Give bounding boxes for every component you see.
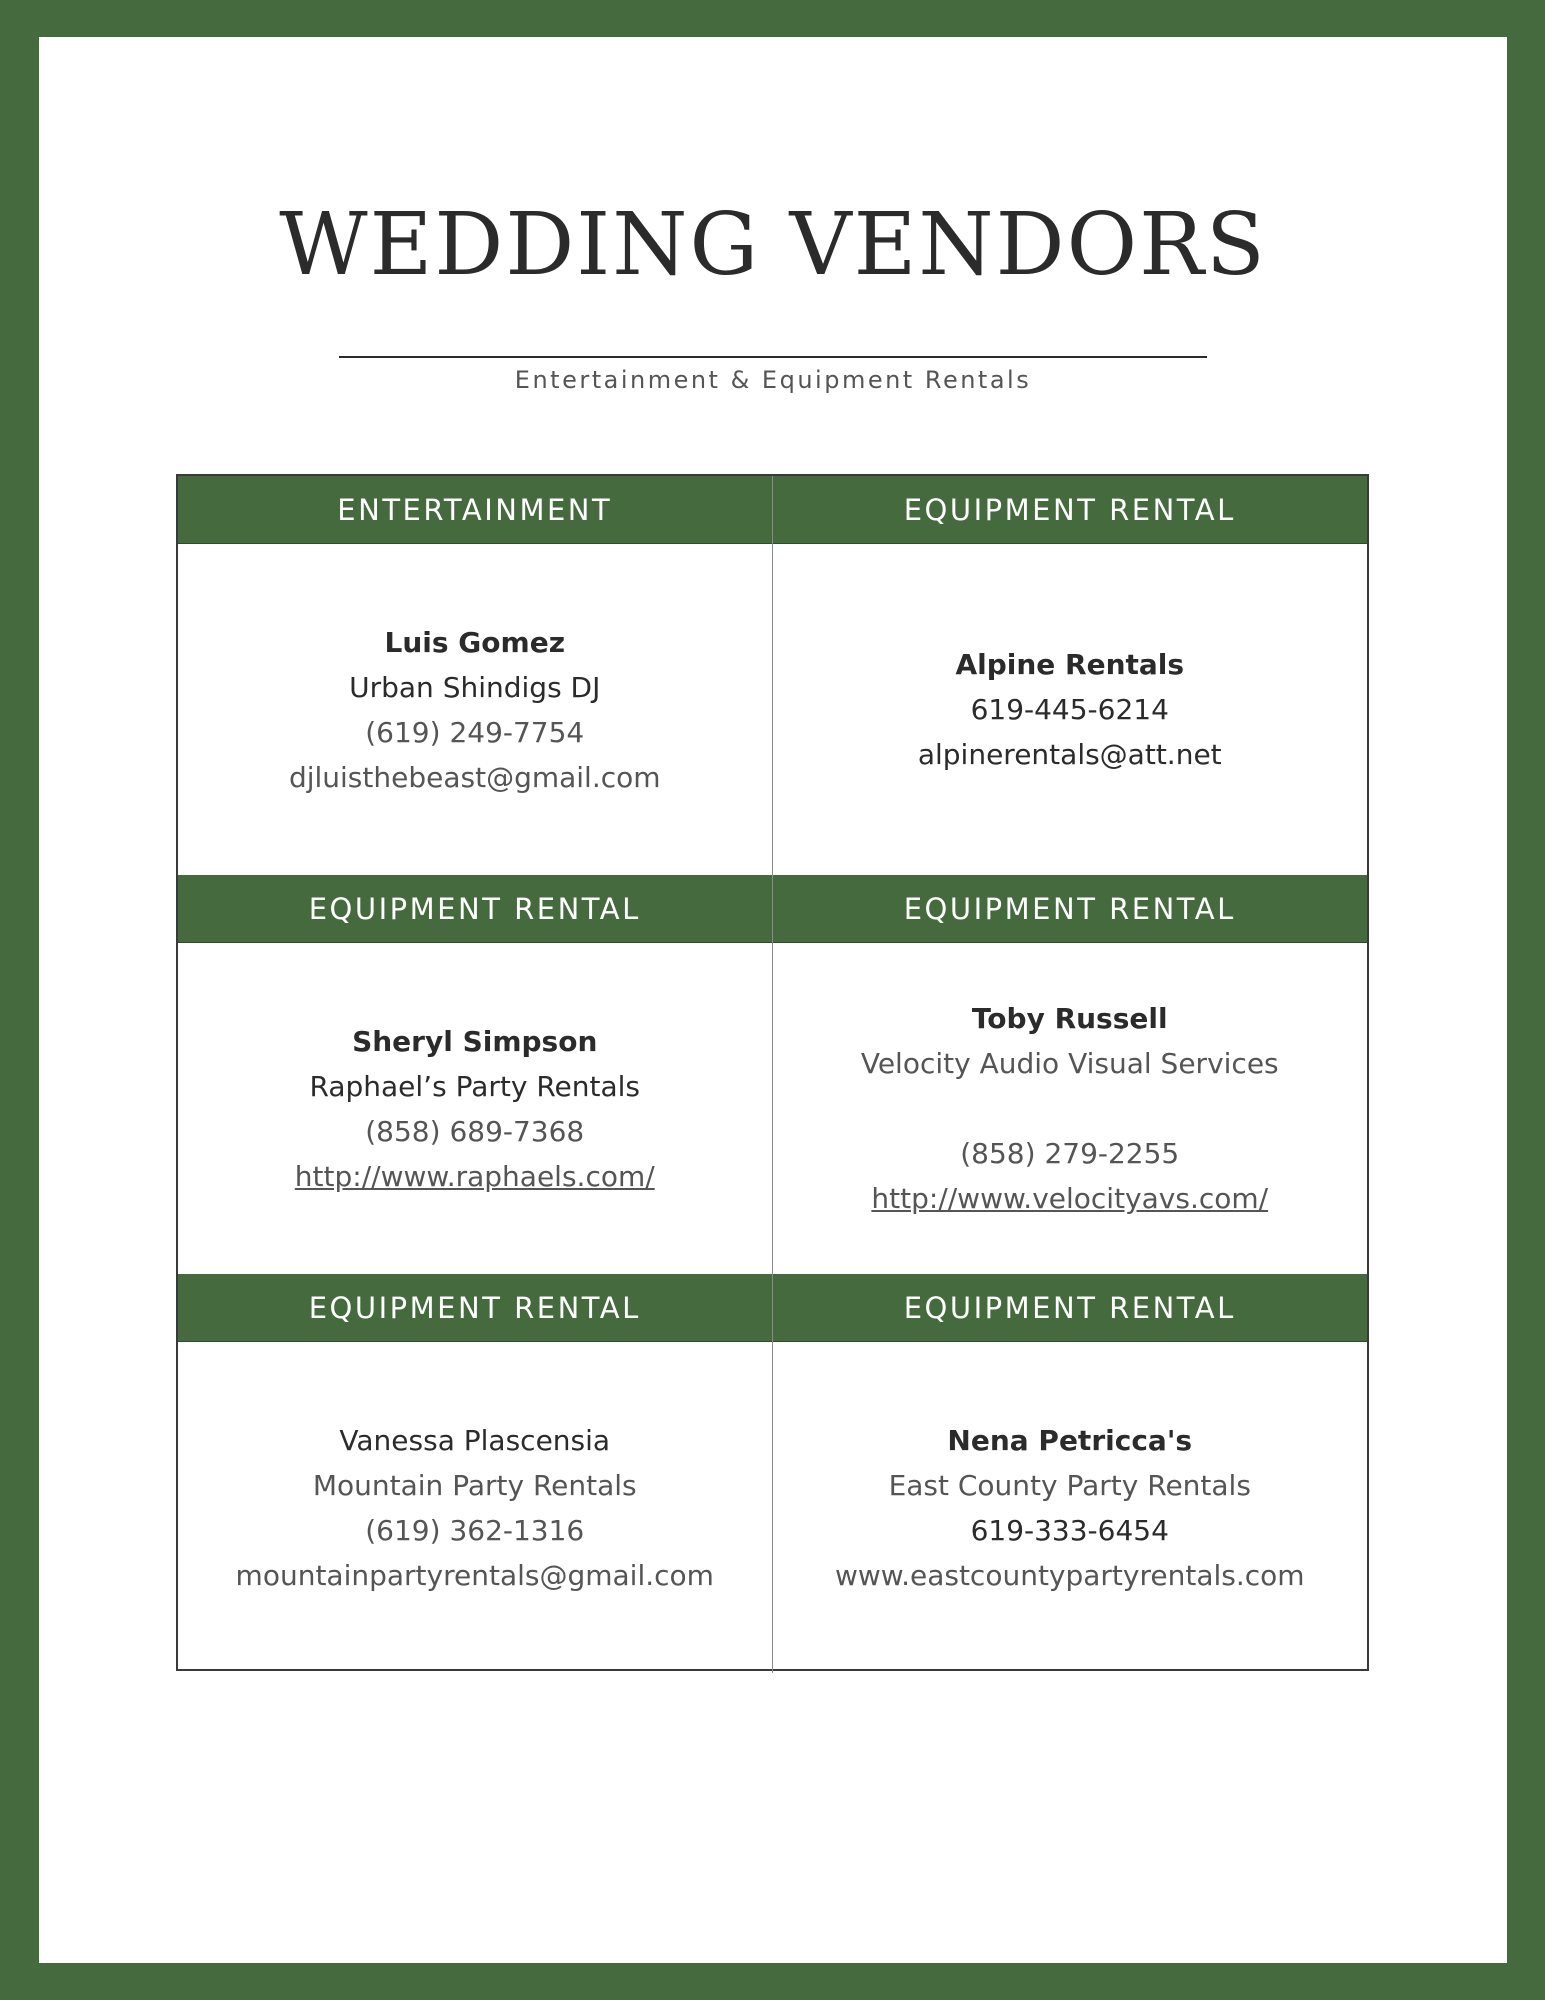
document-page [39, 37, 1507, 1963]
vendor-category-header: EQUIPMENT RENTAL [773, 476, 1368, 544]
vendor-details [773, 1342, 1368, 1673]
vendor-company: Raphael’s Party Rentals [309, 1069, 640, 1103]
vendor-grid [176, 474, 1369, 1671]
page-subtitle: Entertainment & Equipment Rentals [514, 366, 1032, 394]
vendor-company: East County Party Rentals [888, 1468, 1251, 1502]
vendor-details [178, 1342, 772, 1673]
page-title: WEDDING VENDORS [279, 195, 1267, 295]
vendor-category-header: EQUIPMENT RENTAL [178, 875, 772, 943]
vendor-details [178, 544, 772, 875]
vendor-company: Urban Shindigs DJ [349, 670, 601, 704]
vendor-email[interactable]: djluisthebeast@gmail.com [288, 760, 661, 794]
vendor-website[interactable]: www.eastcountypartyrentals.com [834, 1558, 1305, 1592]
vendor-details [178, 943, 772, 1274]
vendor-contact-name: Vanessa Plascensia [339, 1423, 611, 1457]
vendor-category-header: EQUIPMENT RENTAL [773, 875, 1368, 943]
vendor-contact-name: Sheryl Simpson [352, 1024, 598, 1058]
vendor-card [178, 476, 773, 875]
vendor-contact-name: Luis Gomez [384, 625, 565, 659]
vendor-phone: 619-333-6454 [970, 1513, 1169, 1547]
vendor-website-link[interactable]: http://www.velocityavs.com/ [871, 1182, 1269, 1215]
vendor-email[interactable]: alpinerentals@att.net [917, 738, 1222, 771]
title-divider [339, 356, 1207, 358]
vendor-phone: 619-445-6214 [970, 693, 1169, 726]
vendor-website-link[interactable]: http://www.raphaels.com/ [294, 1159, 655, 1193]
vendor-card [178, 875, 773, 1274]
vendor-phone: (858) 279-2255 [960, 1137, 1180, 1170]
vendor-contact-name: Toby Russell [971, 1002, 1168, 1035]
vendor-category-header: EQUIPMENT RENTAL [178, 1274, 772, 1342]
vendor-contact-name: Nena Petricca's [947, 1423, 1193, 1457]
vendor-category-header: EQUIPMENT RENTAL [773, 1274, 1368, 1342]
vendor-company: Mountain Party Rentals [312, 1468, 637, 1502]
vendor-card [773, 875, 1368, 1274]
vendor-card [773, 476, 1368, 875]
vendor-details [773, 544, 1368, 875]
vendor-contact-name: Alpine Rentals [955, 648, 1185, 681]
vendor-company: Velocity Audio Visual Services [860, 1047, 1279, 1080]
vendor-phone: (619) 249-7754 [365, 715, 585, 749]
vendor-details [773, 943, 1368, 1274]
vendor-phone: (858) 689-7368 [365, 1114, 585, 1148]
vendor-card [178, 1274, 773, 1673]
vendor-phone: (619) 362-1316 [365, 1513, 585, 1547]
vendor-category-header: ENTERTAINMENT [178, 476, 772, 544]
vendor-email[interactable]: mountainpartyrentals@gmail.com [235, 1558, 714, 1592]
vendor-card [773, 1274, 1368, 1673]
